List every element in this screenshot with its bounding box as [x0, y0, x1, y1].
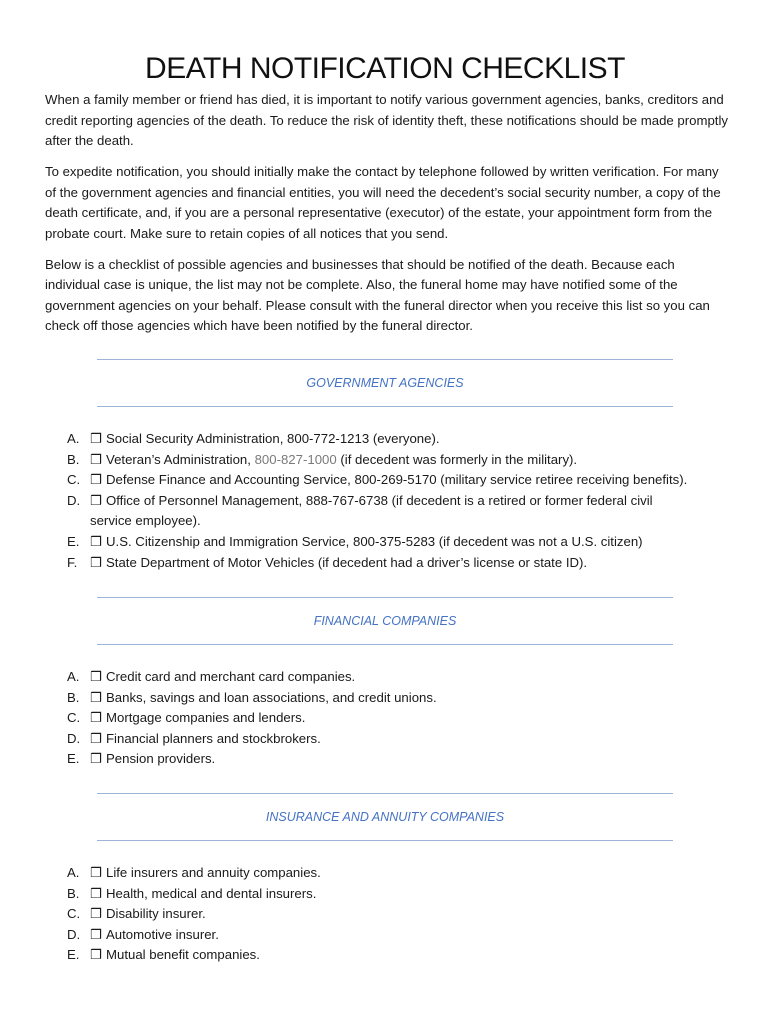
- checklist-government: [67, 429, 727, 573]
- item-letter: E.: [67, 751, 80, 767]
- checkbox-icon[interactable]: ❒: [90, 431, 102, 446]
- item-letter: D.: [67, 926, 81, 942]
- list-item: [67, 491, 727, 512]
- item-text-part: (if decedent was formerly in the military).: [336, 451, 578, 467]
- list-item: [67, 945, 727, 966]
- intro-text: [45, 90, 730, 347]
- list-item: [67, 667, 727, 688]
- section-government-agencies: [97, 359, 673, 407]
- item-text: Financial planners and stockbrokers.: [106, 730, 321, 746]
- item-letter: D.: [67, 492, 81, 508]
- checkbox-icon[interactable]: ❒: [90, 710, 102, 726]
- item-letter: F.: [67, 554, 78, 570]
- item-text: Pension providers.: [106, 751, 216, 767]
- item-letter: A.: [67, 669, 80, 684]
- item-letter: E.: [67, 947, 80, 963]
- checkbox-icon[interactable]: ❒: [90, 885, 102, 901]
- list-item: [67, 688, 727, 709]
- checkbox-icon[interactable]: ❒: [90, 492, 102, 508]
- divider: [97, 406, 673, 407]
- list-item: [67, 904, 727, 925]
- checkbox-icon[interactable]: ❒: [90, 730, 102, 746]
- intro-paragraph: When a family member or friend has died, it is important to notify various government agencies, banks, creditors and credit reporting agencies of the death. To reduce the risk of identity theft, these notifications should be made promptly after the death.: [45, 92, 728, 148]
- item-text: Social Security Administration, 800-772-1213 (everyone).: [106, 431, 440, 446]
- item-letter: C.: [67, 472, 81, 488]
- intro-paragraph: To expedite notification, you should initially make the contact by telephone followed by written verification. For many of the government agencies and financial entities, you will need the decedent’s social security number, a copy of the death certificate, and, if you are a personal representative (executor) of the estate, your appointment form from the probate court. Make sure to retain copies of all notices that you send.: [45, 164, 721, 241]
- divider: [97, 840, 673, 841]
- item-letter: D.: [67, 730, 81, 746]
- checkbox-icon[interactable]: ❒: [90, 906, 102, 922]
- section-insurance-annuity: [97, 793, 673, 841]
- item-letter: E.: [67, 533, 80, 549]
- item-text-continuation: service employee).: [90, 513, 201, 529]
- list-item: [67, 532, 727, 553]
- item-letter: B.: [67, 885, 80, 901]
- checkbox-icon[interactable]: ❒: [90, 669, 102, 684]
- section-title: GOVERNMENT AGENCIES: [306, 376, 464, 390]
- item-text: Automotive insurer.: [106, 926, 219, 942]
- item-text: Defense Finance and Accounting Service, 800-269-5170 (military service retiree receiving benefits).: [106, 472, 688, 488]
- checkbox-icon[interactable]: ❒: [90, 926, 102, 942]
- item-text: State Department of Motor Vehicles (if decedent had a driver’s license or state ID).: [106, 554, 588, 570]
- item-letter: C.: [67, 906, 81, 922]
- section-title: FINANCIAL COMPANIES: [313, 614, 457, 628]
- checklist-insurance: [67, 863, 727, 966]
- item-text: Banks, savings and loan associations, and credit unions.: [106, 689, 437, 705]
- checkbox-icon[interactable]: ❒: [90, 751, 102, 767]
- divider: [97, 644, 673, 645]
- item-text: Mortgage companies and lenders.: [106, 710, 306, 726]
- list-item: [67, 470, 727, 491]
- checkbox-icon[interactable]: ❒: [90, 689, 102, 705]
- item-text: Life insurers and annuity companies.: [106, 865, 321, 880]
- item-text: [106, 450, 727, 471]
- checkbox-icon[interactable]: ❒: [90, 533, 102, 549]
- item-text: Health, medical and dental insurers.: [106, 885, 317, 901]
- list-item: [67, 925, 727, 946]
- item-letter: B.: [67, 451, 80, 467]
- checkbox-icon[interactable]: ❒: [90, 947, 102, 963]
- checklist-financial: [67, 667, 727, 770]
- list-item: [67, 450, 727, 471]
- item-letter: A.: [67, 431, 80, 446]
- list-item: [67, 863, 727, 884]
- list-item: [67, 708, 727, 729]
- phone-link[interactable]: 800-827-1000: [254, 451, 337, 467]
- item-text: Office of Personnel Management, 888-767-6738 (if decedent is a retired or former federal civil: [106, 492, 653, 508]
- intro-paragraph: Below is a checklist of possible agencies and businesses that should be notified of the death. Because each individual case is unique, the list may not be complete. Also, the funeral home may have notified some of the government agencies on your behalf. Please consult with the funeral director when you receive this list so you can check off those agencies which have been notified by the funeral director.: [45, 256, 710, 333]
- list-item: [67, 884, 727, 905]
- list-item: [67, 553, 727, 574]
- section-financial-companies: [97, 597, 673, 645]
- item-letter: B.: [67, 689, 80, 705]
- list-item: [67, 429, 727, 450]
- checkbox-icon[interactable]: ❒: [90, 554, 102, 570]
- item-letter: C.: [67, 710, 81, 726]
- checkbox-icon[interactable]: ❒: [90, 865, 102, 880]
- section-title: INSURANCE AND ANNUITY COMPANIES: [265, 810, 505, 824]
- item-text: Credit card and merchant card companies.: [106, 669, 356, 684]
- checkbox-icon[interactable]: ❒: [90, 451, 102, 467]
- item-letter: A.: [67, 865, 80, 880]
- list-item: [67, 729, 727, 750]
- item-text-part: Veteran’s Administration,: [106, 451, 255, 467]
- list-item: [67, 749, 727, 770]
- item-text: Disability insurer.: [106, 906, 206, 922]
- checkbox-icon[interactable]: ❒: [90, 472, 102, 488]
- item-text: Mutual benefit companies.: [106, 947, 260, 963]
- item-text: U.S. Citizenship and Immigration Service, 800-375-5283 (if decedent was not a U.S. citizen): [106, 533, 643, 549]
- page-title: DEATH NOTIFICATION CHECKLIST: [145, 52, 625, 85]
